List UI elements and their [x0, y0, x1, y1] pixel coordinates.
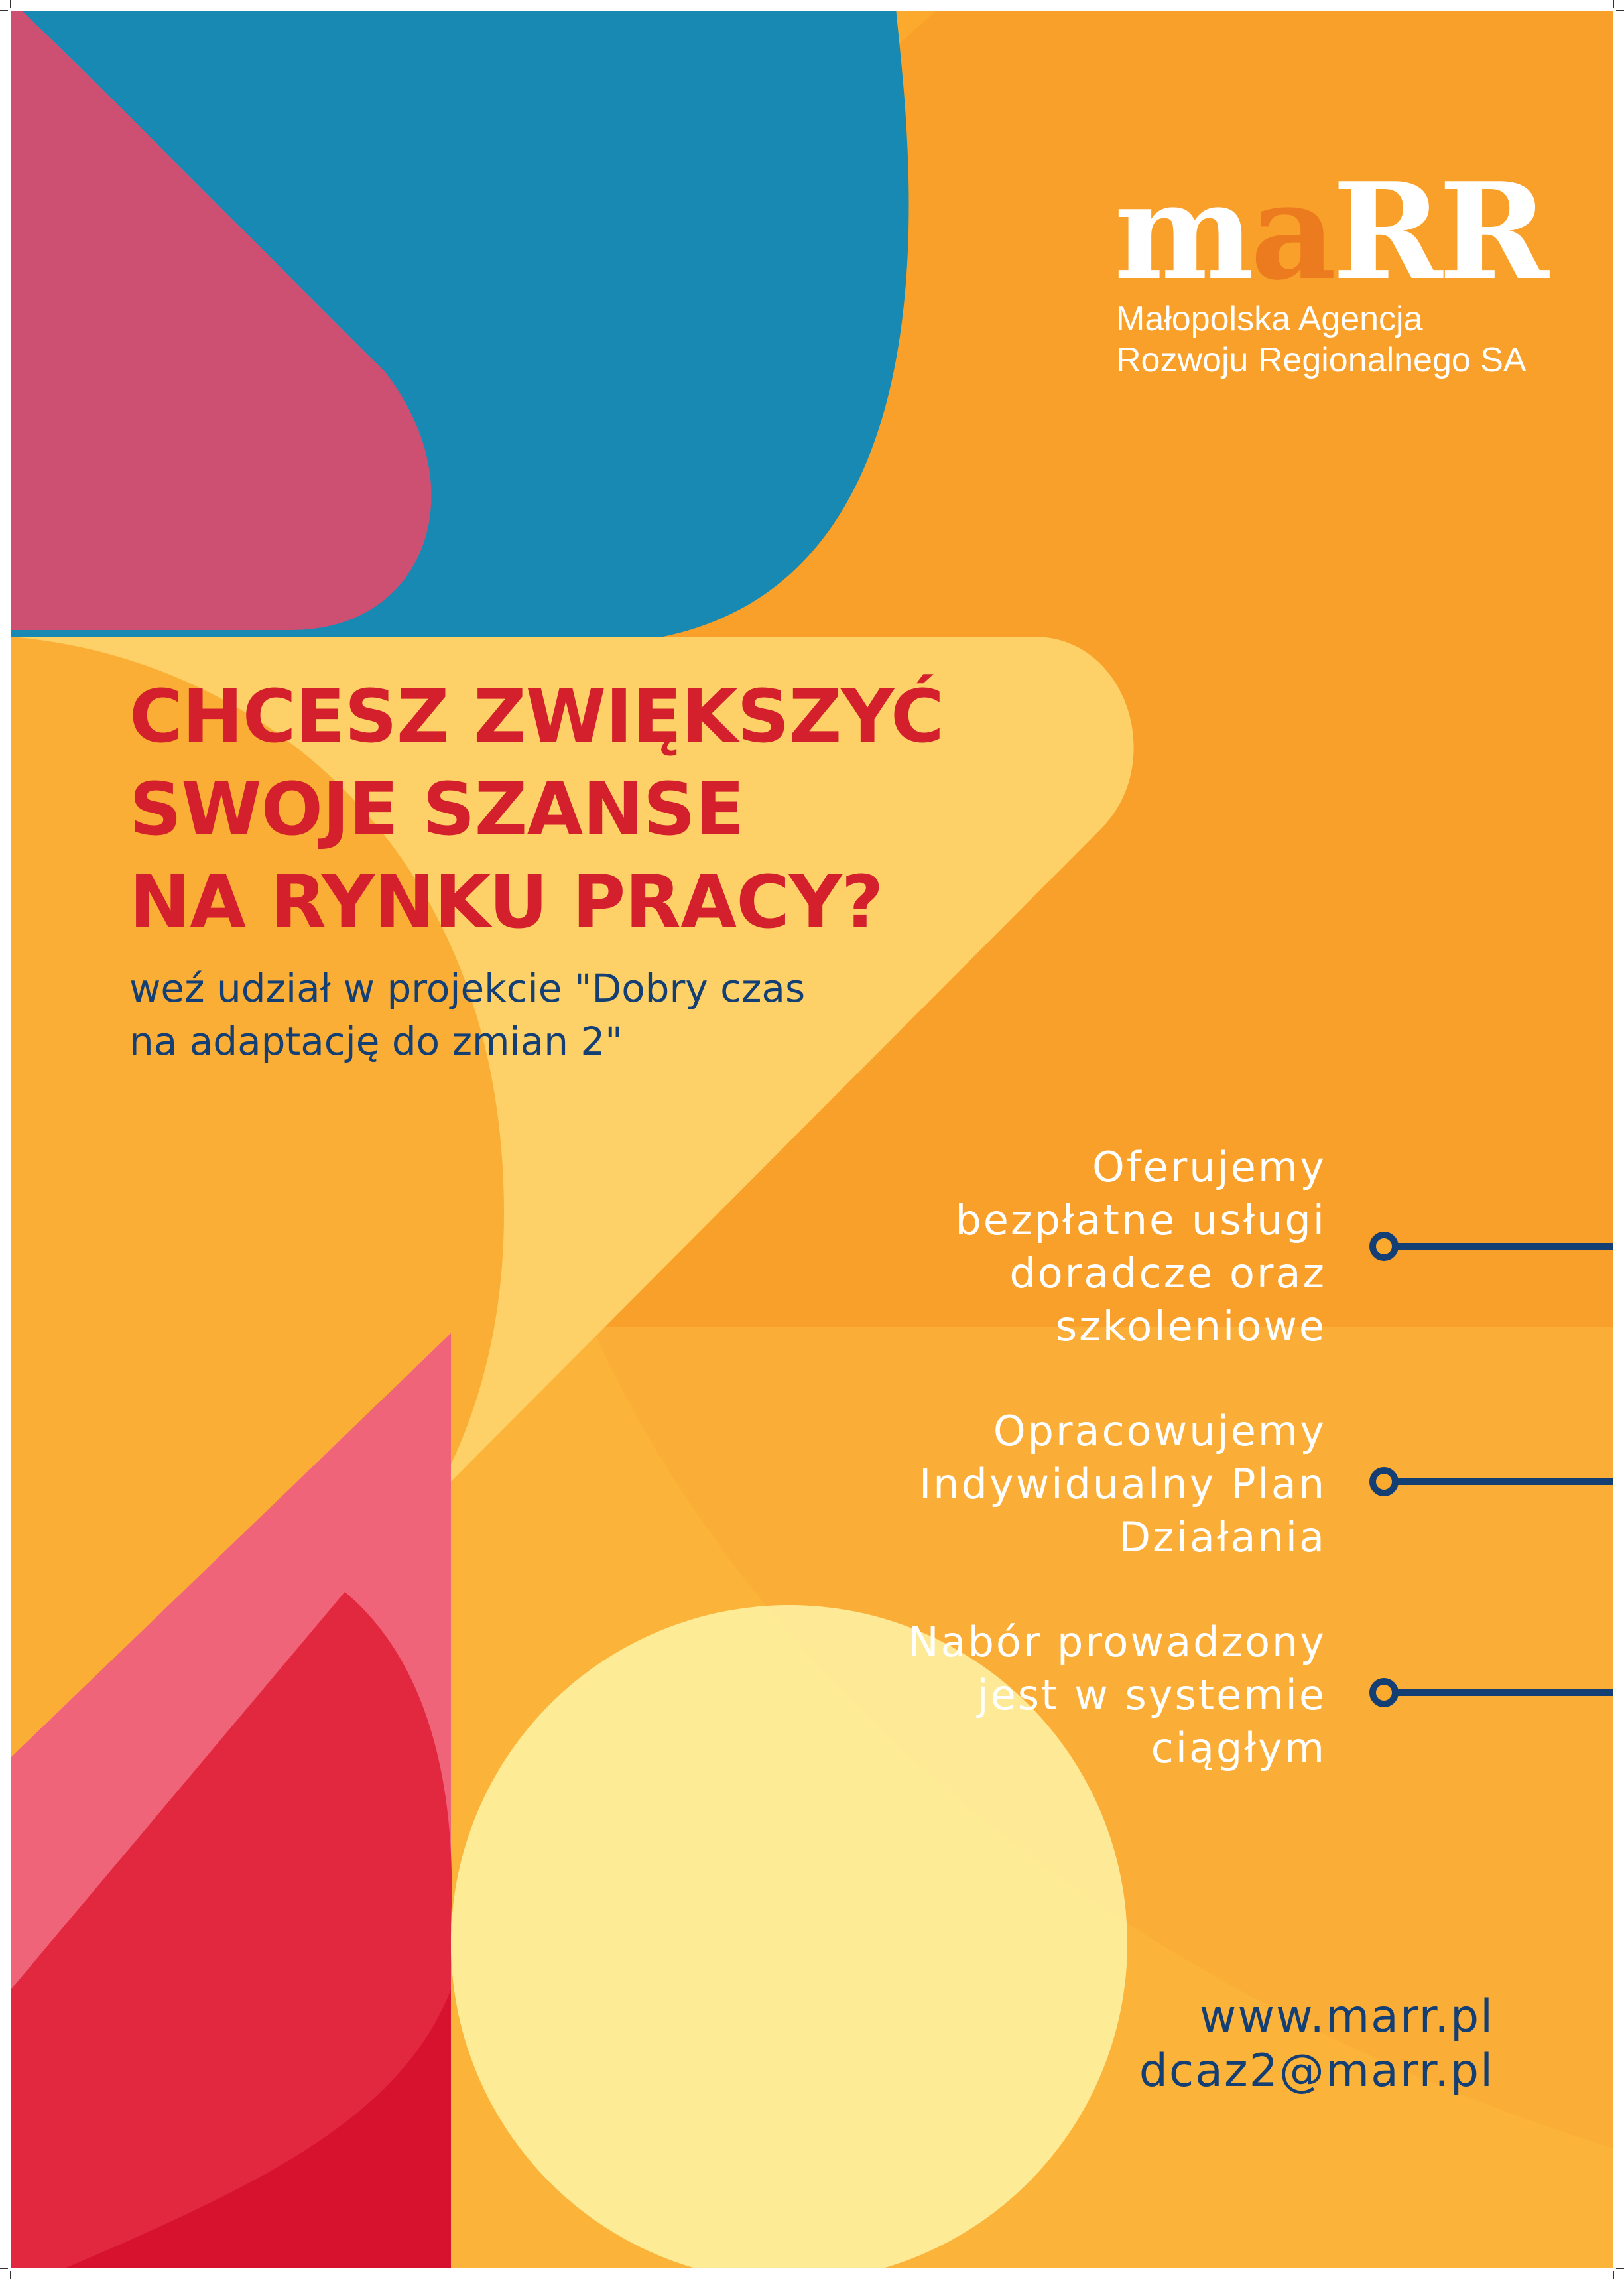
- logo-letters-rr: RR: [1332, 154, 1545, 310]
- headline-line-2: SWOJE SZANSE: [129, 767, 744, 852]
- offer-item-1: [955, 1141, 1326, 1353]
- email-link[interactable]: dcaz2@marr.pl: [1139, 2045, 1494, 2097]
- website-link[interactable]: www.marr.pl: [1199, 1990, 1494, 2043]
- contact-block: [1139, 1990, 1494, 2099]
- logo-wordmark: [1114, 154, 1545, 310]
- logo-letter-a: a: [1250, 154, 1333, 310]
- offer-1-line-2: bezpłatne usługi: [955, 1196, 1326, 1244]
- offer-1-line-3: doradcze oraz: [1009, 1249, 1326, 1297]
- headline: [129, 670, 1124, 948]
- connector-dot-2: [1373, 1470, 1395, 1493]
- subheadline: [129, 962, 805, 1068]
- offer-item-2: [919, 1405, 1326, 1564]
- subheadline-line-2: na adaptację do zmian 2": [129, 1019, 623, 1064]
- marr-logo: [1114, 154, 1545, 379]
- subheadline-line-1: weź udział w projekcie "Dobry czas: [129, 966, 806, 1011]
- offer-3-line-2: jest w systemie: [977, 1671, 1326, 1719]
- logo-letter-m: m: [1114, 154, 1251, 310]
- offer-2-line-2: Indywidualny Plan: [918, 1460, 1326, 1508]
- offer-2-line-1: Opracowujemy: [993, 1407, 1326, 1455]
- offer-item-3: [908, 1616, 1326, 1775]
- connector-dot-1: [1373, 1235, 1395, 1258]
- headline-line-1: CHCESZ ZWIĘKSZYĆ: [129, 674, 944, 759]
- offer-3-line-1: Nabór prowadzony: [908, 1618, 1326, 1666]
- logo-subtitle: [1116, 298, 1527, 381]
- logo-subtitle-line-2: Rozwoju Regionalnego SA: [1116, 341, 1527, 379]
- offer-1-line-1: Oferujemy: [1092, 1143, 1326, 1191]
- offer-3-line-3: ciągłym: [1151, 1724, 1326, 1772]
- logo-subtitle-line-1: Małopolska Agencja: [1116, 300, 1423, 338]
- offer-1-line-4: szkoleniowe: [1055, 1302, 1326, 1350]
- connector-dot-3: [1373, 1681, 1395, 1704]
- offer-2-line-3: Działania: [1119, 1513, 1326, 1561]
- headline-line-3: NA RYNKU PRACY?: [129, 860, 883, 944]
